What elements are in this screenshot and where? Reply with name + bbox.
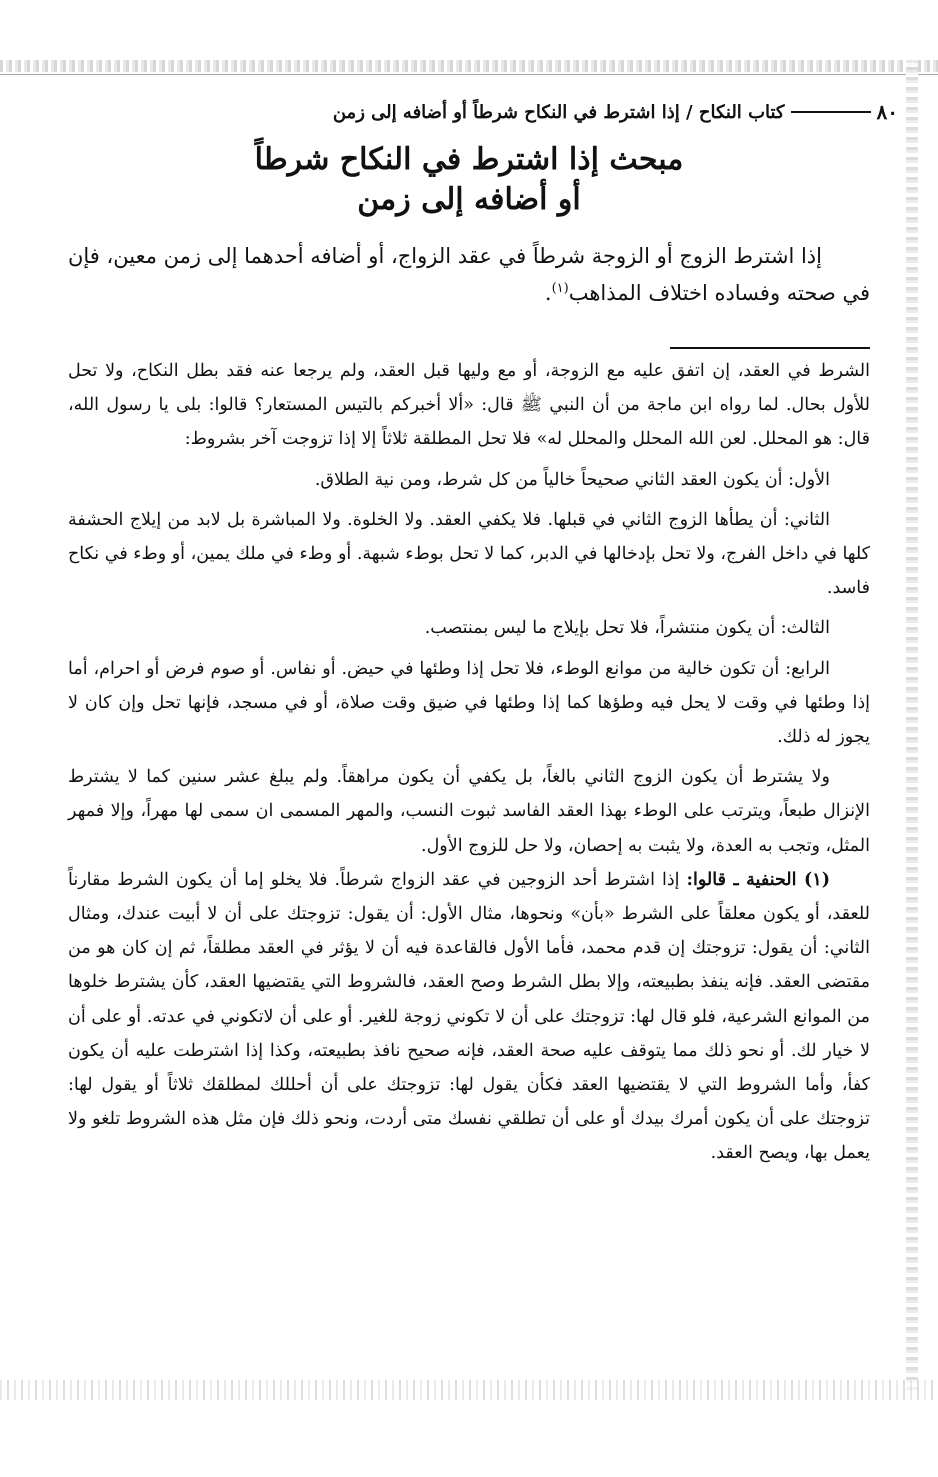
bottom-border-ornament bbox=[0, 1380, 938, 1400]
footnote-1-text: إذا اشترط أحد الزوجين في عقد الزواج شرطاً. فلا يخلو إما أن يكون الشرط مقارناً للعقد، أو يكون معلقاً على الشرط «بأن» ونحوها، مثال الأول: أن يقول: تزوجتك على أن لا أبيت عندك، ومثال الثاني: أن يقول: تزوجتك إن قدم محمد، فأما الأول فالقاعدة فيه أن لا يؤثر في العقد مطلقاً، ثم إن كان هو من مقتضى العقد. فإنه ينفذ بطبيعته، وإلا بطل الشرط وصح العقد، فالشروط التي يقتضيها العقد، كأن يشترط خلوها من الموانع الشرعية، فلو قال لها: تزوجتك على أن لا تكوني زوجة للغير. أو على أن لاتكوني في عدته. أو على أن لا خيار لك. أو نحو ذلك مما يتوقف عليه صحة العقد، فإنه صحيح نافذ بطبيعته، وكذا إذا اشترطت عليه أن يكون كفأ، وأما الشروط التي لا يقتضيها العقد فكأن يقول لها: تزوجتك على أن أحللك لمطلقك ثلاثاً أو يقول لها: تزوجتك على أن يكون أمرك بيدك أو على أن تطلقي نفسك متى أردت، ونحو ذلك فإن مثل هذه الشروط تلغو ولا يعمل بها، ويصح العقد. bbox=[68, 869, 870, 1164]
main-paragraph-text: إذا اشترط الزوج أو الزوجة شرطاً في عقد الزواج، أو أضافه أحدهما إلى زمن معين، فإن في صحته وفساده اختلاف المذاهب bbox=[67, 244, 870, 305]
condition-item: الأول: أن يكون العقد الثاني صحيحاً خالياً من كل شرط، ومن نية الطلاق. bbox=[314, 469, 830, 490]
header-rule bbox=[791, 111, 871, 113]
footnote-1-label: (١) الحنفية ـ قالوا: bbox=[686, 869, 830, 890]
condition-item: الرابع: أن تكون خالية من موانع الوطء، فلا تحل إذا وطئها في حيض. أو نفاس. أو صوم فرض أو احرام، أما إذا وطئها في وقت لا يحل فيه وطؤها كما إذا وطئها في ضيق وقت صلاة، أو في مسجد، فإنها تحل وإن كان لا يجوز له ذلك. bbox=[68, 658, 870, 748]
chapter-title bbox=[60, 140, 878, 220]
page-number: ٨٠ bbox=[876, 100, 898, 124]
footnote-reference: (١) bbox=[551, 281, 569, 296]
condition-item: الثالث: أن يكون منتشراً، فلا تحل بإيلاج ما ليس بمنتصب. bbox=[424, 618, 830, 639]
footnote-closing: ولا يشترط أن يكون الزوج الثاني بالغاً، بل يكفي أن يكون مراهقاً. ولم يبلغ عشر سنين كما لا يشترط الإنزال طبعاً، ويترتب على الوطء بهذا العقد الفاسد ثبوت النسب، والمهر المسمى ان سمى لها مهراً، وإلا فمهر المثل، وتجب به العدة، ولا يثبت به إحصان، ولا حل للزوج الأول. bbox=[68, 767, 870, 856]
condition-item: الثاني: أن يطأها الزوج الثاني في قبلها. فلا يكفي العقد. ولا الخلوة. ولا المباشرة بل لابد من إيلاج الحشفة كلها في داخل الفرج، ولا تحل بإدخالها في الدبر، كما لا تحل بوطء شبهة. أو وطء في ملك يمين، أو وطء في نكاح فاسد. bbox=[68, 509, 870, 599]
chapter-title-line-2: أو أضافه إلى زمن bbox=[357, 182, 581, 217]
footnote-continuation: الشرط في العقد، إن اتفق عليه مع الزوجة، أو مع وليها قبل العقد، ولم يرجعا عنه فقد بطل النكاح، ولا تحل للأول بحال. لما رواه ابن ماجة من أن النبي ﷺ قال: «ألا أخبركم بالتيس المستعار؟ قالوا: بلى يا رسول الله، قال: هو المحلل. لعن الله المحلل والمحلل له» فلا تحل المطلقة ثلاثاً إلا إذا تزوجت آخر بشروط: bbox=[68, 361, 870, 450]
top-border-ornament bbox=[0, 60, 938, 72]
footnote-1 bbox=[68, 863, 870, 1171]
footnote-separator bbox=[670, 347, 870, 349]
footnotes bbox=[68, 354, 870, 1171]
main-text bbox=[68, 238, 870, 312]
main-paragraph-period: . bbox=[544, 281, 552, 305]
header-title: كتاب النكاح / إذا اشترط في النكاح شرطاً أو أضافه إلى زمن bbox=[332, 101, 785, 123]
main-paragraph bbox=[68, 238, 870, 312]
side-border-ornament bbox=[906, 60, 918, 1390]
running-header bbox=[40, 92, 898, 132]
chapter-title-line-1: مبحث إذا اشترط في النكاح شرطاً bbox=[254, 142, 684, 177]
